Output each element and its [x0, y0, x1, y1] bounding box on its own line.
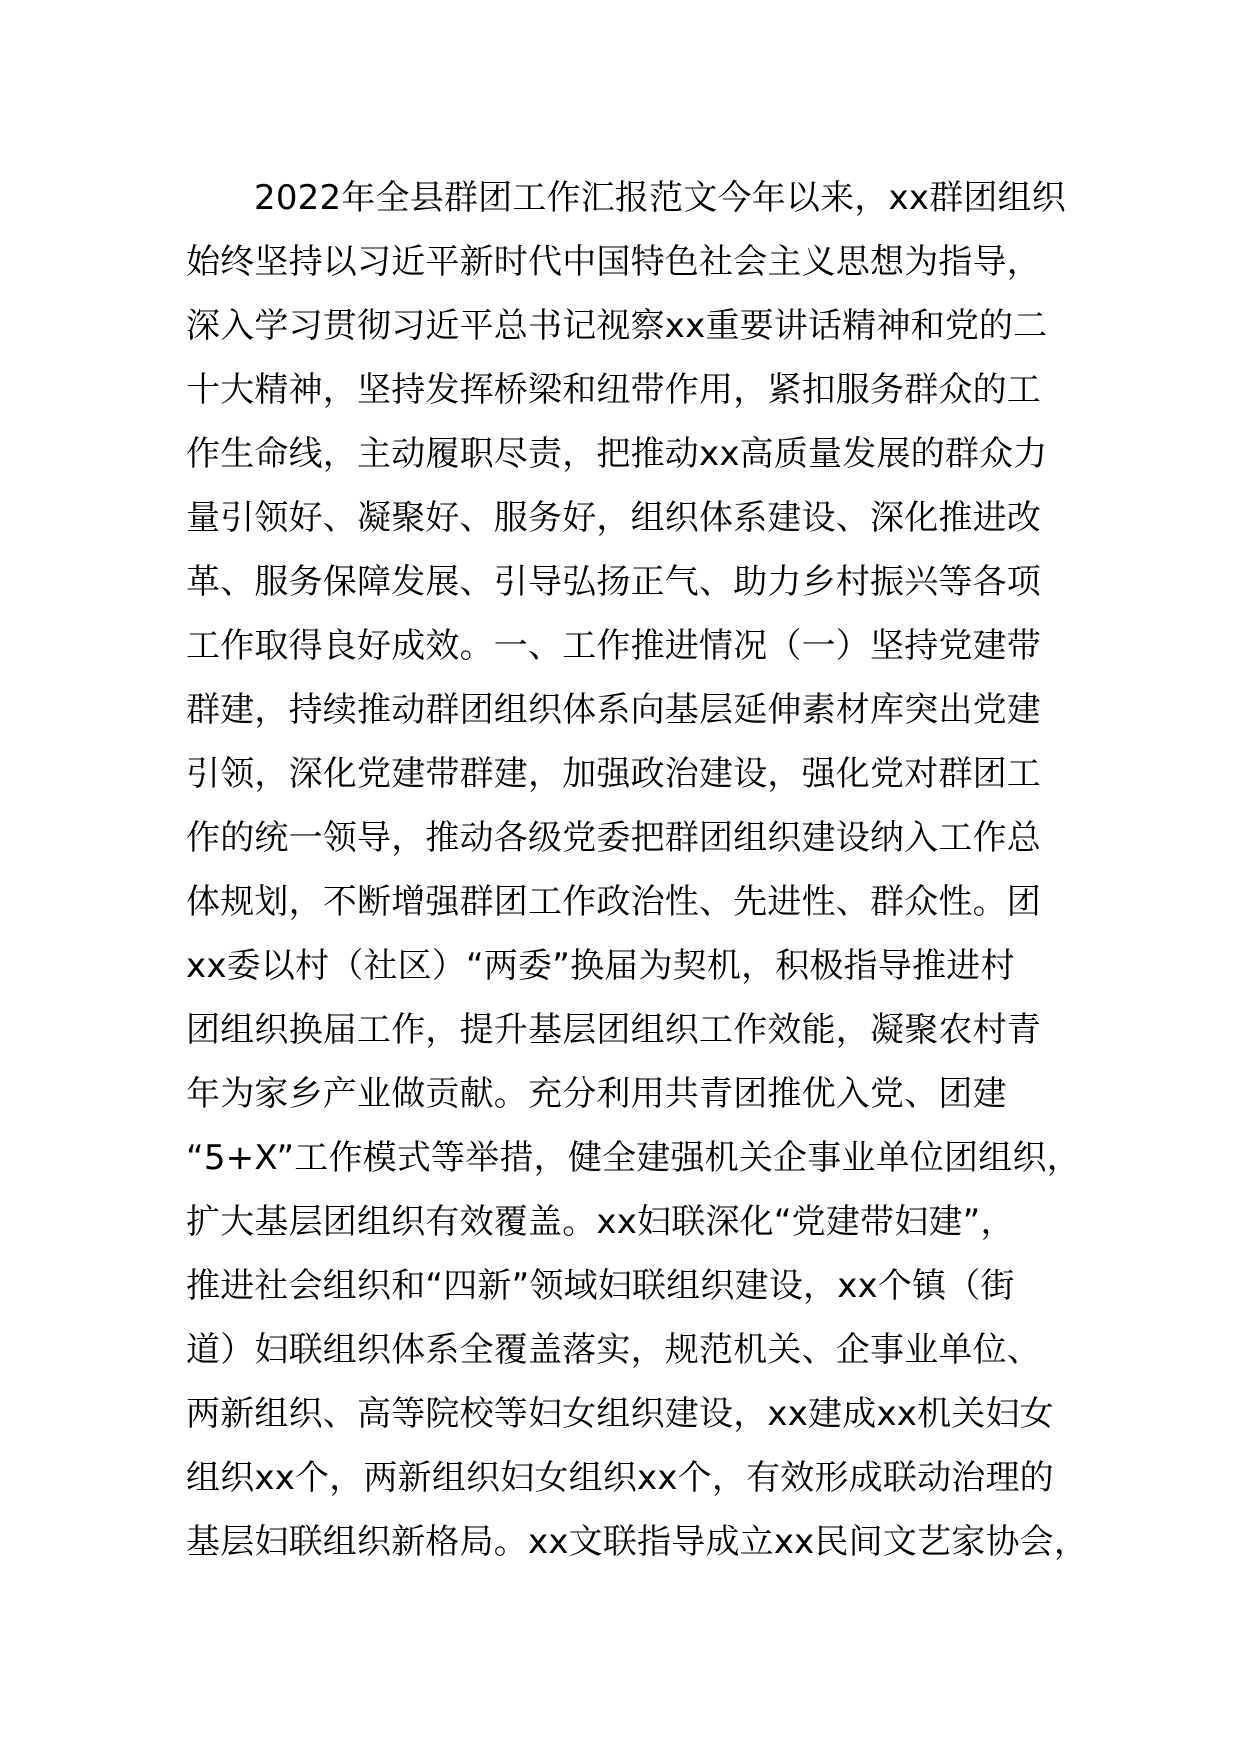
text-line: 道）妇联组织体系全覆盖落实，规范机关、企事业单位、: [186, 1330, 1041, 1370]
text-line: 始终坚持以习近平新时代中国特色社会主义思想为指导，: [186, 242, 1041, 282]
text-line: 团组织换届工作，提升基层团组织工作效能，凝聚农村青: [186, 1010, 1041, 1050]
text-line: 引领，深化党建带群建，加强政治建设，强化党对群团工: [186, 754, 1041, 794]
text-line: 深入学习贯彻习近平总书记视察xx重要讲话精神和党的二: [186, 306, 1048, 346]
text-line: 量引领好、凝聚好、服务好，组织体系建设、深化推进改: [186, 498, 1041, 538]
text-line: 年为家乡产业做贡献。充分利用共青团推优入党、团建: [186, 1074, 1007, 1114]
text-line: 作生命线，主动履职尽责，把推动xx高质量发展的群众力: [186, 434, 1048, 474]
body-paragraph: [186, 166, 1089, 1574]
text-line: 组织xx个，两新组织妇女组织xx个，有效形成联动治理的: [186, 1458, 1054, 1498]
text-line: “5+X”工作模式等举措，健全建强机关企事业单位团组织，: [186, 1138, 1081, 1178]
text-line: 推进社会组织和“四新”领域妇联组织建设，xx个镇（街: [186, 1266, 1015, 1306]
text-line: 两新组织、高等院校等妇女组织建设，xx建成xx机关妇女: [186, 1394, 1054, 1434]
text-line: xx委以村（社区）“两委”换届为契机，积极指导推进村: [186, 946, 1015, 986]
text-line: 2022年全县群团工作汇报范文今年以来，xx群团组织: [254, 178, 1066, 218]
text-line: 体规划，不断增强群团工作政治性、先进性、群众性。团: [186, 882, 1041, 922]
text-line: 十大精神，坚持发挥桥梁和纽带作用，紧扣服务群众的工: [186, 370, 1041, 410]
text-line: 革、服务保障发展、引导弘扬正气、助力乡村振兴等各项: [186, 562, 1041, 602]
text-line: 扩大基层团组织有效覆盖。xx妇联深化“党建带妇建”，: [186, 1202, 1015, 1242]
text-line: 工作取得良好成效。一、工作推进情况（一）坚持党建带: [186, 626, 1041, 666]
text-line: 基层妇联组织新格局。xx文联指导成立xx民间文艺家协会，: [186, 1522, 1089, 1562]
text-line: 群建，持续推动群团组织体系向基层延伸素材库突出党建: [186, 690, 1041, 730]
text-line: 作的统一领导，推动各级党委把群团组织建设纳入工作总: [186, 818, 1041, 858]
